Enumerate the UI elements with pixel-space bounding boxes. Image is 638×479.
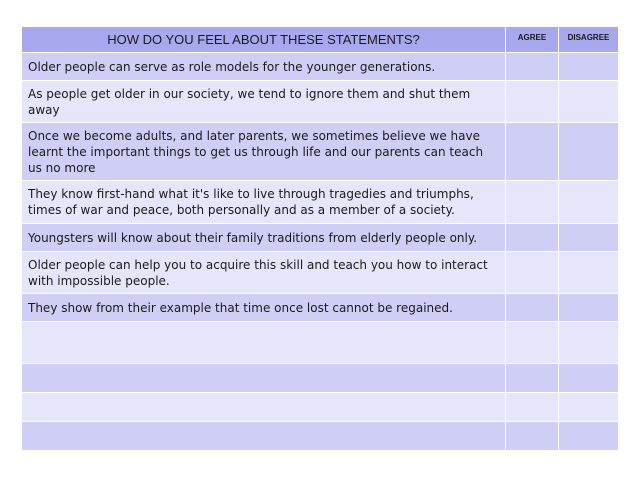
agree-cell[interactable] bbox=[506, 364, 559, 393]
agree-cell[interactable] bbox=[506, 181, 559, 224]
statement-text bbox=[22, 322, 506, 364]
agree-cell[interactable] bbox=[506, 81, 559, 123]
table-row bbox=[22, 224, 619, 252]
statement-text: Older people can serve as role models for the younger generations. bbox=[22, 53, 506, 81]
agree-column-header: AGREE bbox=[506, 27, 559, 53]
header-row bbox=[22, 27, 619, 53]
table-row bbox=[22, 123, 619, 181]
table-row bbox=[22, 393, 619, 422]
statement-text: As people get older in our society, we tend to ignore them and shut them away bbox=[22, 81, 506, 123]
agree-cell[interactable] bbox=[506, 393, 559, 422]
statement-text: They know first-hand what it's like to live through tragedies and triumphs, times of war and peace, both personally and as a member of a society. bbox=[22, 181, 506, 224]
table-row bbox=[22, 252, 619, 294]
disagree-cell[interactable] bbox=[559, 53, 619, 81]
table-row bbox=[22, 322, 619, 364]
statement-text: They show from their example that time once lost cannot be regained. bbox=[22, 294, 506, 322]
statement-text: Once we become adults, and later parents, we sometimes believe we have learnt the important things to get us through life and our parents can teach us no more bbox=[22, 123, 506, 181]
table-row bbox=[22, 53, 619, 81]
disagree-cell[interactable] bbox=[559, 81, 619, 123]
disagree-cell[interactable] bbox=[559, 364, 619, 393]
disagree-cell[interactable] bbox=[559, 224, 619, 252]
agree-cell[interactable] bbox=[506, 422, 559, 451]
disagree-cell[interactable] bbox=[559, 322, 619, 364]
disagree-cell[interactable] bbox=[559, 294, 619, 322]
agree-cell[interactable] bbox=[506, 123, 559, 181]
statement-text bbox=[22, 393, 506, 422]
table-row bbox=[22, 422, 619, 451]
statement-text: Youngsters will know about their family traditions from elderly people only. bbox=[22, 224, 506, 252]
table-row bbox=[22, 364, 619, 393]
disagree-cell[interactable] bbox=[559, 393, 619, 422]
agree-cell[interactable] bbox=[506, 252, 559, 294]
agree-cell[interactable] bbox=[506, 294, 559, 322]
disagree-cell[interactable] bbox=[559, 123, 619, 181]
statement-text bbox=[22, 364, 506, 393]
table-row bbox=[22, 294, 619, 322]
agree-cell[interactable] bbox=[506, 224, 559, 252]
statement-text: Older people can help you to acquire this skill and teach you how to interact with impossible people. bbox=[22, 252, 506, 294]
disagree-cell[interactable] bbox=[559, 252, 619, 294]
statements-table bbox=[21, 26, 619, 451]
disagree-cell[interactable] bbox=[559, 181, 619, 224]
agree-cell[interactable] bbox=[506, 53, 559, 81]
table-title: HOW DO YOU FEEL ABOUT THESE STATEMENTS? bbox=[22, 27, 506, 53]
agree-cell[interactable] bbox=[506, 322, 559, 364]
table-row bbox=[22, 181, 619, 224]
disagree-column-header: DISAGREE bbox=[559, 27, 619, 53]
statement-text bbox=[22, 422, 506, 451]
table-row bbox=[22, 81, 619, 123]
disagree-cell[interactable] bbox=[559, 422, 619, 451]
